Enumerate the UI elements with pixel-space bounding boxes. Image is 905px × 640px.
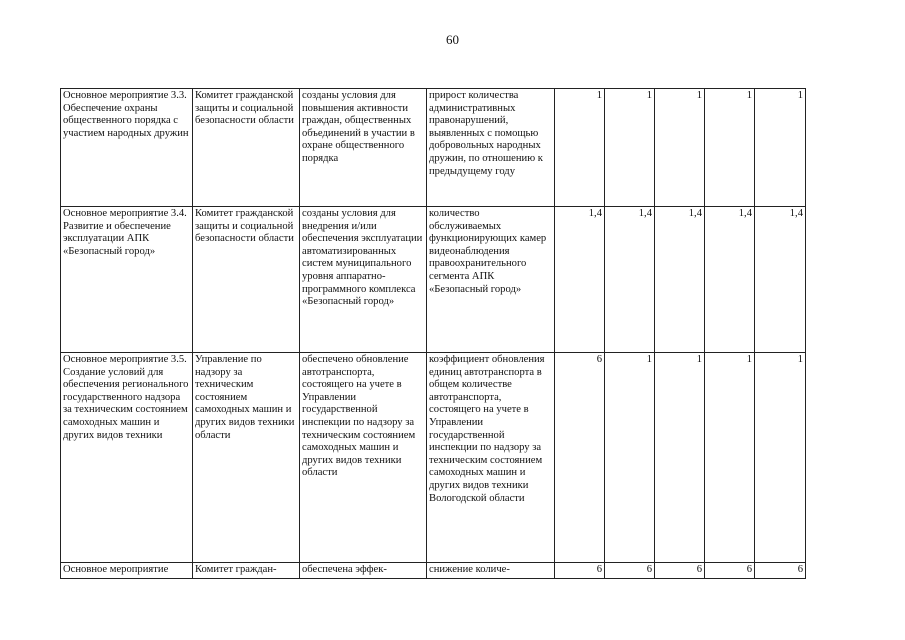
value-cell: 1 (705, 353, 755, 563)
page-number: 60 (446, 32, 459, 47)
event-cell: Основное мероприятие 3.4. Развитие и обеспечение эксплуатации АПК «Безопасный город» (61, 207, 193, 353)
executor-cell: Комитет граждан- (193, 563, 300, 579)
executor-cell: Комитет гражданской защиты и социальной безопасности области (193, 207, 300, 353)
value-cell: 1,4 (705, 207, 755, 353)
table-row (61, 353, 806, 563)
result-cell: созданы условия для внедрения и/или обеспечения эксплуатации автоматизированных систем муниципального уровня аппаратно-программного комплекса «Безопасный город» (300, 207, 427, 353)
result-cell: обеспечена эффек- (300, 563, 427, 579)
executor-cell: Управление по надзору за техническим состоянием самоходных машин и других видов техники области (193, 353, 300, 563)
value-cell: 1 (605, 353, 655, 563)
result-cell: обеспечено обновление автотранспорта, состоящего на учете в Управлении государственной инспекции по надзору за техническим состоянием самоходных машин и других видов техники области (300, 353, 427, 563)
value-cell: 6 (755, 563, 806, 579)
value-cell: 6 (555, 353, 605, 563)
value-cell: 6 (555, 563, 605, 579)
value-cell: 1,4 (605, 207, 655, 353)
value-cell: 6 (655, 563, 705, 579)
value-cell: 1 (655, 89, 705, 207)
value-cell: 1 (755, 89, 806, 207)
indicator-cell: снижение количе- (427, 563, 555, 579)
event-cell: Основное мероприятие (61, 563, 193, 579)
value-cell: 1,4 (555, 207, 605, 353)
value-cell: 1 (755, 353, 806, 563)
value-cell: 1,4 (755, 207, 806, 353)
table-row (61, 89, 806, 207)
indicator-cell: количество обслуживаемых функционирующих камер видеонаблюдения правоохранительного сегмента АПК «Безопасный город» (427, 207, 555, 353)
value-cell: 1 (605, 89, 655, 207)
value-cell: 1,4 (655, 207, 705, 353)
executor-cell: Комитет гражданской защиты и социальной безопасности области (193, 89, 300, 207)
result-cell: созданы условия для повышения активности граждан, общественных объединений в участии в охране общественного порядка (300, 89, 427, 207)
table-row (61, 563, 806, 579)
table-row (61, 207, 806, 353)
measures-table (60, 88, 806, 579)
event-cell: Основное мероприятие 3.3. Обеспечение охраны общественного порядка с участием народных дружин (61, 89, 193, 207)
indicator-cell: прирост количества административных правонарушений, выявленных с помощью добровольных народных дружин, по отношению к предыдущему году (427, 89, 555, 207)
indicator-cell: коэффициент обновления единиц автотранспорта в общем количестве автотранспорта, состоящего на учете в Управлении государственной инспекции по надзору за техническим состоянием самоходных машин и других видов техники Вологодской области (427, 353, 555, 563)
value-cell: 6 (705, 563, 755, 579)
event-cell: Основное мероприятие 3.5. Создание условий для обеспечения регионального государственного надзора за техническим состоянием самоходных машин и других видов техники (61, 353, 193, 563)
value-cell: 1 (655, 353, 705, 563)
value-cell: 1 (705, 89, 755, 207)
value-cell: 1 (555, 89, 605, 207)
value-cell: 6 (605, 563, 655, 579)
